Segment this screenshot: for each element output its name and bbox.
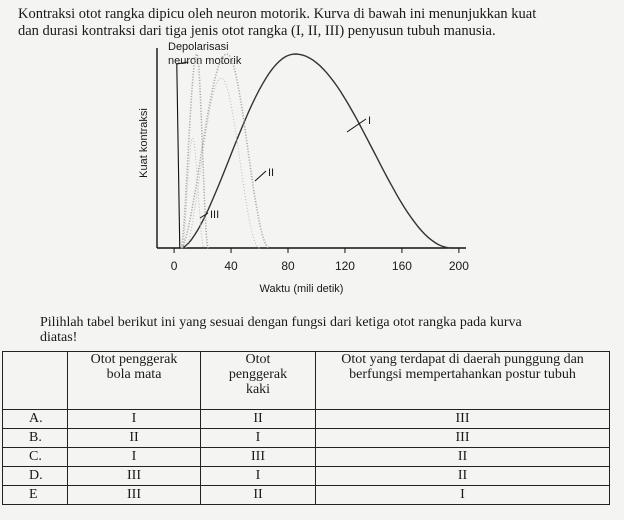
intro-line-2: dan durasi kontraksi dari tiga jenis otot rangka (I, II, III) penyusun tubuh manusia. xyxy=(18,23,496,39)
x-axis-label: Waktu (mili detik) xyxy=(259,283,344,295)
option-letter: D. xyxy=(3,467,68,486)
table-row[interactable] xyxy=(3,429,610,448)
table-row[interactable] xyxy=(3,448,610,467)
header-eye-line-1: Otot penggerak xyxy=(90,352,178,367)
curve-i xyxy=(181,54,452,248)
table-cell: I xyxy=(201,429,316,448)
depolarization-marker xyxy=(177,64,180,248)
table-cell: II xyxy=(68,429,201,448)
x-tick-label: 200 xyxy=(448,259,469,273)
table-cell: I xyxy=(316,486,610,505)
table-cell: I xyxy=(201,467,316,486)
label-pointer xyxy=(255,171,266,181)
table-row[interactable] xyxy=(3,410,610,429)
answer-table xyxy=(2,351,610,505)
intro-line-1: Kontraksi otot rangka dipicu oleh neuron motorik. Kurva di bawah ini menunjukkan kuat xyxy=(18,6,537,22)
header-back-muscle xyxy=(316,352,610,410)
table-cell: II xyxy=(316,448,610,467)
x-tick-label: 40 xyxy=(224,259,238,273)
table-row[interactable] xyxy=(3,486,610,505)
x-tick-label: 120 xyxy=(334,259,355,273)
table-row[interactable] xyxy=(3,467,610,486)
annotation-label: Depolarisasi xyxy=(168,41,229,53)
y-axis-label: Kuat kontraksi xyxy=(138,108,150,178)
table-header-row xyxy=(3,352,610,410)
option-letter: E xyxy=(3,486,68,505)
header-eye-muscle xyxy=(68,352,201,410)
header-leg-line-2: penggerak xyxy=(228,367,288,382)
series-label-ii: II xyxy=(268,167,275,179)
table-cell: II xyxy=(316,467,610,486)
table-cell: III xyxy=(201,448,316,467)
x-tick-label: 160 xyxy=(391,259,412,273)
contraction-chart xyxy=(0,40,624,310)
question-line-1: Pilihlah tabel berikut ini yang sesuai dengan fungsi dari ketiga otot rangka pada kurva xyxy=(40,315,522,330)
option-letter: B. xyxy=(3,429,68,448)
table-cell: III xyxy=(68,486,201,505)
header-leg-muscle xyxy=(201,352,316,410)
header-empty xyxy=(3,352,68,410)
table-cell: II xyxy=(201,410,316,429)
curve-ii xyxy=(181,54,269,248)
intro-paragraph xyxy=(18,6,618,40)
header-back-line-1: Otot yang terdapat di daerah punggung dan xyxy=(341,352,584,367)
table-cell: III xyxy=(68,467,201,486)
series-label-i: I xyxy=(368,115,372,127)
header-eye-line-2: bola mata xyxy=(106,367,162,382)
table-cell: I xyxy=(68,448,201,467)
header-leg-line-3: kaki xyxy=(245,382,271,397)
annotation-label: neuron motorik xyxy=(168,55,242,67)
x-tick-label: 0 xyxy=(170,259,178,273)
question-paragraph xyxy=(40,315,610,345)
header-leg-line-1: Otot xyxy=(245,352,271,367)
table-cell: II xyxy=(201,486,316,505)
header-back-line-2: berfungsi mempertahankan postur tubuh xyxy=(349,367,576,382)
table-cell: III xyxy=(316,410,610,429)
table-cell: III xyxy=(316,429,610,448)
table-cell: I xyxy=(68,410,201,429)
series-label-iii: III xyxy=(210,209,220,221)
question-line-2: diatas! xyxy=(40,330,78,345)
x-tick-label: 80 xyxy=(281,259,295,273)
option-letter: A. xyxy=(3,410,68,429)
curve-trace xyxy=(186,78,260,248)
option-letter: C. xyxy=(3,448,68,467)
